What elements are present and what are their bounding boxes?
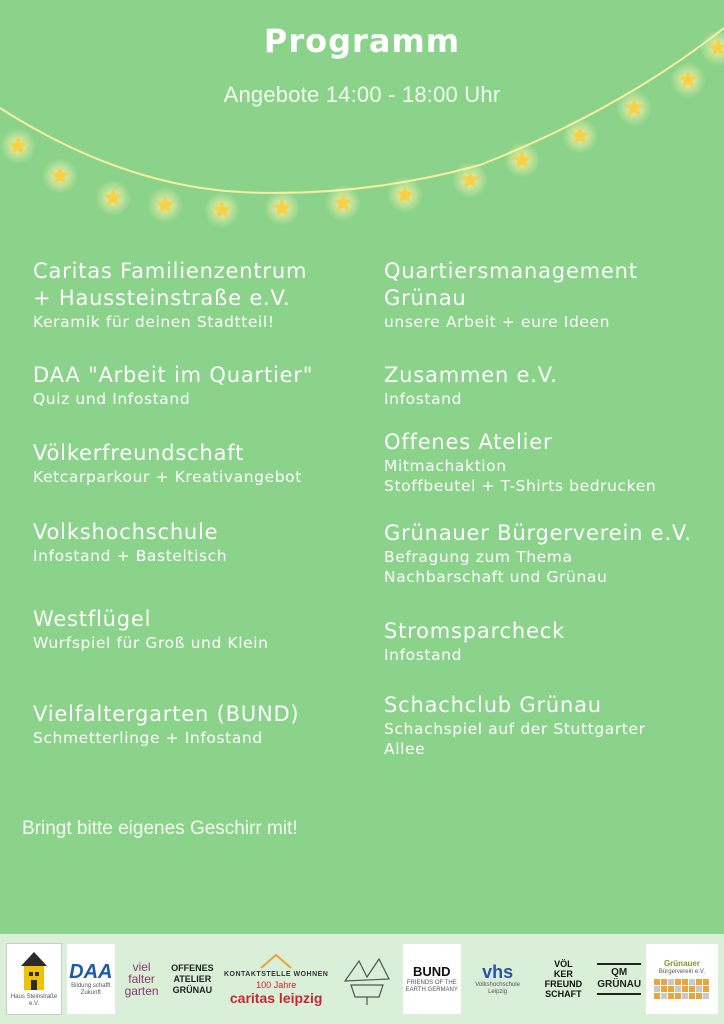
roof-icon	[259, 952, 293, 970]
qm-gruenau-logo: QM GRÜNAU	[597, 944, 641, 1014]
entry-description: Wurfspiel für Groß und Klein	[33, 634, 269, 652]
string-lights-decoration	[0, 0, 724, 240]
entry-description: Schmetterlinge + Infostand	[33, 729, 263, 747]
entry-name: Vielfaltergarten (BUND)	[33, 702, 300, 726]
sponsor-logo-strip	[0, 934, 724, 1024]
offenes-atelier-logo: OFFENES ATELIER GRÜNAU	[171, 962, 214, 995]
light-wire	[0, 28, 724, 193]
entry-description: Mitmachaktion Stoffbeutel + T-Shirts bedrucken	[384, 457, 657, 495]
program-entry	[384, 429, 724, 496]
entry-name: Zusammen e.V.	[384, 363, 558, 387]
program-entry	[33, 258, 373, 332]
entry-name: DAA "Arbeit im Quartier"	[33, 363, 314, 387]
vhs-logo: vhs Volkshochschule Leipzig	[475, 962, 520, 995]
program-entry	[33, 362, 373, 409]
entry-description: Quiz und Infostand	[33, 390, 191, 408]
program-entry	[384, 692, 724, 759]
program-entry	[384, 618, 724, 665]
entry-description: Ketcarparkour + Kreativangebot	[33, 468, 302, 486]
voelkerfreundschaft-logo: VÖL KER FREUND SCHAFT	[544, 959, 583, 999]
entry-name: Völkerfreundschaft	[33, 441, 245, 465]
entry-description: Keramik für deinen Stadtteil!	[33, 313, 275, 331]
program-entry	[384, 520, 724, 587]
program-entry	[33, 606, 373, 653]
dishes-note: Bringt bitte eigenes Geschirr mit!	[22, 818, 298, 839]
program-entry	[33, 440, 373, 487]
westfluegel-logo	[336, 944, 398, 1014]
entry-name: Quartiersmanagement Grünau	[384, 259, 638, 310]
program-entry	[384, 258, 724, 332]
entry-description: Schachspiel auf der Stuttgarter Allee	[384, 720, 646, 758]
program-entry	[33, 701, 373, 748]
entry-name: Schachclub Grünau	[384, 693, 602, 717]
entry-name: Stromsparcheck	[384, 619, 566, 643]
entry-name: Caritas Familienzentrum + Haussteinstraße e.V.	[33, 259, 308, 310]
buergerverein-grid-icon	[654, 979, 709, 999]
house-icon	[19, 950, 49, 994]
program-entry	[384, 362, 724, 409]
buergerverein-logo: Grünauer Bürgerverein e.V.	[646, 944, 718, 1014]
page-subtitle: Angebote 14:00 - 18:00 Uhr	[223, 82, 501, 107]
daa-logo: DAA Bildung schafft Zukunft	[67, 944, 115, 1014]
entry-description: Infostand + Basteltisch	[33, 547, 228, 565]
entry-description: unsere Arbeit + eure Ideen	[384, 313, 611, 331]
haus-steinstrasse-logo: Haus Steinstraße e.V.	[6, 943, 62, 1015]
entry-description: Infostand	[384, 390, 463, 408]
bund-logo: BUND FRIENDS OF THE EARTH GERMANY	[403, 944, 461, 1014]
kontaktstelle-caritas-logo: KONTAKTSTELLE WOHNEN 100 Jahre caritas leipzig	[221, 944, 331, 1014]
entry-description: Infostand	[384, 646, 463, 664]
program-entry	[33, 519, 373, 566]
entry-description: Befragung zum Thema Nachbarschaft und Grünau	[384, 548, 608, 586]
entry-name: Offenes Atelier	[384, 430, 553, 454]
bird-sketch-icon	[339, 951, 395, 1007]
page-title: Programm	[263, 22, 461, 60]
entry-name: Westflügel	[33, 607, 152, 631]
vielfaltergarten-logo: viel falter garten	[124, 960, 159, 998]
entry-name: Grünauer Bürgerverein e.V.	[384, 521, 692, 545]
entry-name: Volkshochschule	[33, 520, 219, 544]
